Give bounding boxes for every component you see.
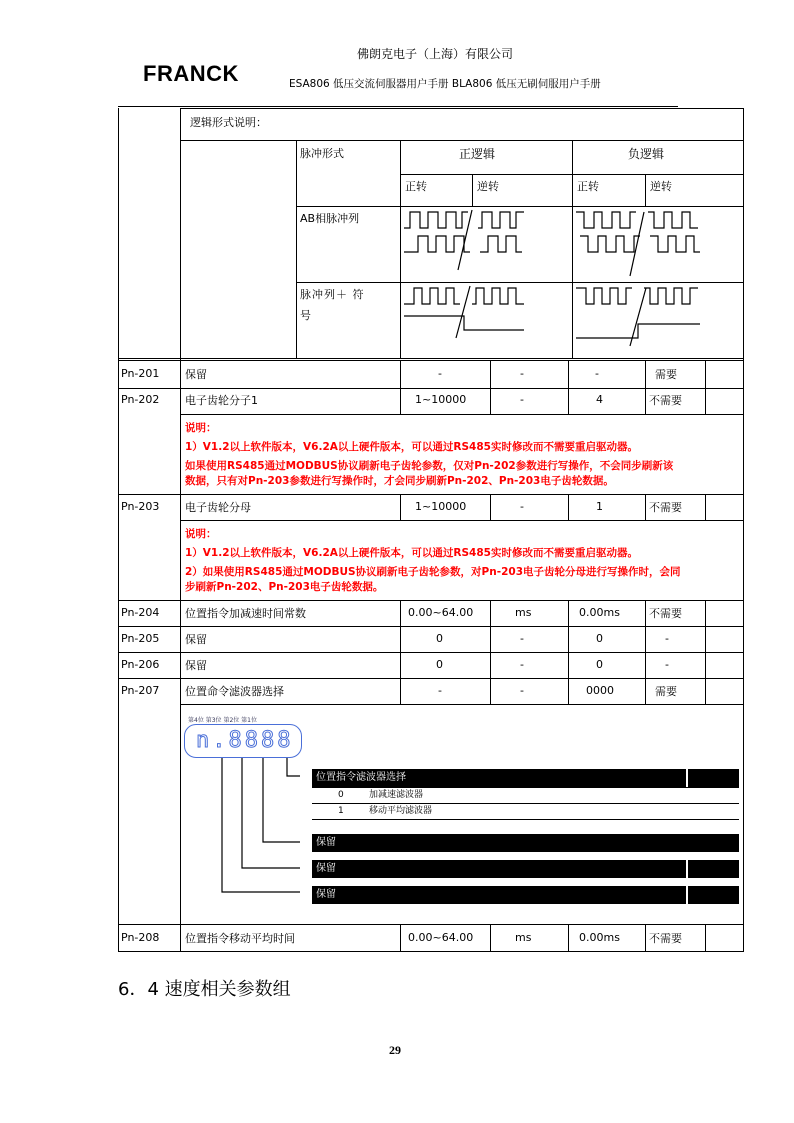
section-title: 6．4 速度相关参数组 bbox=[118, 979, 291, 1000]
param-default: 0 bbox=[596, 658, 603, 671]
header-rule bbox=[118, 106, 678, 107]
note-line: 步刷新Pn-202、Pn-203电子齿轮数据。 bbox=[185, 581, 384, 593]
param-id: Pn-204 bbox=[121, 606, 160, 619]
manual-subtitle: ESA806 低压交流伺服器用户手册 BLA806 低压无刷伺服用户手册 bbox=[289, 78, 601, 90]
sign-positive-pulses bbox=[404, 288, 524, 304]
param-restart: 不需要 bbox=[649, 501, 682, 514]
param-default: 0 bbox=[596, 632, 603, 645]
param-name: 电子齿轮分子1 bbox=[185, 394, 258, 407]
param-name: 保留 bbox=[185, 659, 207, 672]
filter-header-bar-end bbox=[688, 769, 739, 787]
param-range: 1~10000 bbox=[415, 393, 467, 406]
reserved-bar-1: 保留 bbox=[312, 834, 739, 852]
param-restart: - bbox=[665, 632, 669, 645]
option0-key: 0 bbox=[338, 790, 344, 800]
pos-reverse-label: 逆转 bbox=[477, 180, 499, 193]
param-name: 电子齿轮分母 bbox=[185, 501, 251, 514]
param-unit: - bbox=[520, 393, 524, 406]
positive-logic-header: 正逻辑 bbox=[459, 147, 496, 161]
ab-positive-phase-a bbox=[404, 212, 524, 228]
param-restart: 不需要 bbox=[649, 394, 682, 407]
param-restart: 不需要 bbox=[649, 932, 682, 945]
pulse-sign-label-1: 脉冲列＋ 符 bbox=[300, 288, 365, 301]
param-restart: - bbox=[665, 658, 669, 671]
reserved-bar-2-end bbox=[688, 860, 739, 878]
param-restart: 不需要 bbox=[649, 607, 682, 620]
reserved-bar-3-end bbox=[688, 886, 739, 904]
param-name: 保留 bbox=[185, 633, 207, 646]
param-id: Pn-203 bbox=[121, 500, 160, 513]
note-line: 1）V1.2以上软件版本，V6.2A以上硬件版本，可以通过RS485实时修改而不需要重启驱动器。 bbox=[185, 441, 638, 453]
brand-logo: FRANCK bbox=[143, 61, 239, 86]
reserved-bar-2: 保留 bbox=[312, 860, 686, 878]
param-default: - bbox=[595, 367, 599, 380]
pulse-form-header: 脉冲形式 bbox=[300, 147, 344, 160]
param-id: Pn-202 bbox=[121, 393, 160, 406]
param-default: 1 bbox=[596, 500, 603, 513]
note-line: 1）V1.2以上软件版本，V6.2A以上硬件版本，可以通过RS485实时修改而不需要重启驱动器。 bbox=[185, 547, 638, 559]
param-range: 0.00~64.00 bbox=[408, 931, 474, 944]
neg-reverse-label: 逆转 bbox=[650, 180, 672, 193]
param-id: Pn-206 bbox=[121, 658, 160, 671]
note-line: 数据，只有对Pn-203参数进行写操作时，才会同步刷新Pn-202、Pn-203电子齿轮数据。 bbox=[185, 475, 614, 487]
page-number: 29 bbox=[389, 1043, 401, 1057]
param-range: - bbox=[438, 367, 442, 380]
option1-key: 1 bbox=[338, 806, 344, 816]
connector-lines bbox=[180, 756, 320, 896]
negative-logic-header: 负逻辑 bbox=[628, 147, 665, 161]
logic-title: 逻辑形式说明： bbox=[190, 116, 267, 129]
param-default: 0.00ms bbox=[579, 606, 620, 619]
param-default: 4 bbox=[596, 393, 603, 406]
param-range: - bbox=[438, 684, 442, 697]
param-name: 保留 bbox=[185, 368, 207, 381]
param-name: 位置指令移动平均时间 bbox=[185, 932, 295, 945]
reserved-bar-3: 保留 bbox=[312, 886, 686, 904]
note-label: 说明： bbox=[185, 528, 217, 540]
company-name: 佛朗克电子（上海）有限公司 bbox=[357, 47, 514, 61]
param-unit: - bbox=[520, 632, 524, 645]
param-range: 0.00~64.00 bbox=[408, 606, 474, 619]
ab-negative-phase-b bbox=[580, 236, 700, 252]
param-default: 0.00ms bbox=[579, 931, 620, 944]
param-id: Pn-205 bbox=[121, 632, 160, 645]
param-restart: 需要 bbox=[655, 368, 677, 381]
note-line: 2）如果使用RS485通过MODBUS协议刷新电子齿轮参数，对Pn-203电子齿轮分母进行写操作时，会同 bbox=[185, 566, 681, 578]
sign-positive-direction bbox=[404, 316, 524, 330]
filter-header-bar: 位置指令滤波器选择 bbox=[312, 769, 686, 787]
sign-negative-pulses bbox=[576, 288, 698, 304]
waveform-diagrams bbox=[400, 206, 744, 358]
param-unit: - bbox=[520, 500, 524, 513]
option0-text: 加减速滤波器 bbox=[369, 790, 424, 800]
display-digits: n.8888 bbox=[196, 728, 294, 753]
neg-forward-label: 正转 bbox=[577, 180, 599, 193]
param-range: 0 bbox=[436, 658, 443, 671]
ab-phase-label: AB相脉冲列 bbox=[300, 212, 360, 225]
pos-forward-label: 正转 bbox=[405, 180, 427, 193]
param-range: 1~10000 bbox=[415, 500, 467, 513]
note-label: 说明： bbox=[185, 422, 217, 434]
digit-position-labels: 第4位 第3位 第2位 第1位 bbox=[188, 717, 257, 724]
param-restart: 需要 bbox=[655, 685, 677, 698]
param-unit: - bbox=[520, 367, 524, 380]
param-name: 位置指令加减速时间常数 bbox=[185, 607, 306, 620]
param-unit: - bbox=[520, 684, 524, 697]
param-unit: ms bbox=[515, 606, 532, 619]
param-id: Pn-207 bbox=[121, 684, 160, 697]
param-id: Pn-201 bbox=[121, 367, 160, 380]
param-range: 0 bbox=[436, 632, 443, 645]
param-default: 0000 bbox=[586, 684, 614, 697]
option1-text: 移动平均滤波器 bbox=[369, 806, 433, 816]
param-name: 位置命令滤波器选择 bbox=[185, 685, 284, 698]
sign-negative-direction bbox=[576, 324, 700, 338]
note-line: 如果使用RS485通过MODBUS协议刷新电子齿轮参数，仅对Pn-202参数进行写操作，不会同步刷新该 bbox=[185, 460, 674, 472]
ab-negative-phase-a bbox=[576, 212, 698, 228]
param-unit: - bbox=[520, 658, 524, 671]
pulse-sign-label-2: 号 bbox=[300, 309, 311, 322]
param-unit: ms bbox=[515, 931, 532, 944]
param-id: Pn-208 bbox=[121, 931, 160, 944]
